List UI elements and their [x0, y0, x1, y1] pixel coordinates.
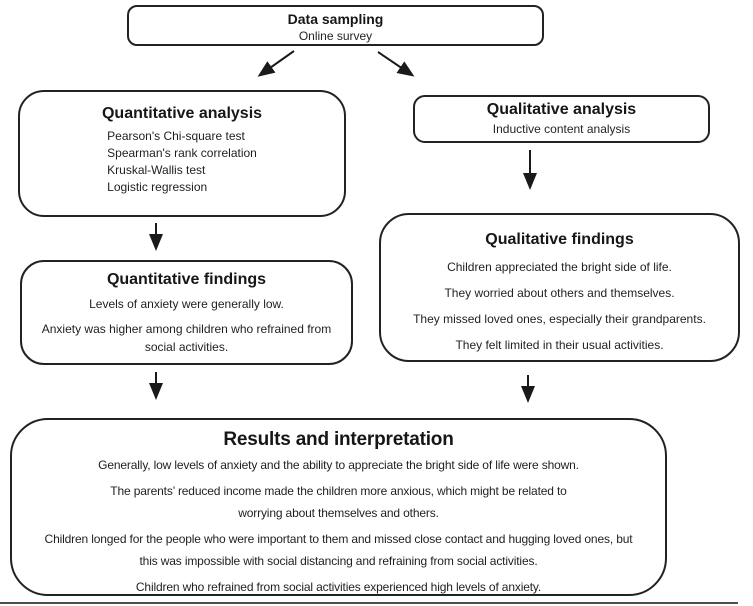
result-paragraph — [20, 480, 657, 524]
result-line: Generally, low levels of anxiety and the ability to appreciate the bright side of life were shown. — [98, 458, 579, 472]
finding-line: Levels of anxiety were generally low. — [89, 297, 284, 311]
data-sampling-box — [127, 5, 544, 46]
results-title: Results and interpretation — [223, 429, 454, 450]
finding-line: They worried about others and themselves. — [444, 286, 675, 300]
quantitative-findings-box — [20, 260, 353, 365]
bottom-edge-line — [0, 602, 738, 604]
finding-line: social activities. — [144, 340, 229, 354]
arrow-quantitative-findings-to-results — [148, 370, 164, 406]
method-item: Kruskal-Wallis test — [107, 163, 206, 177]
data-sampling-subtitle: Online survey — [298, 29, 373, 43]
quantitative-findings-title: Quantitative findings — [106, 271, 267, 288]
finding-line: They missed loved ones, especially their grandparents. — [413, 312, 706, 326]
method-item: Pearson's Chi-square test — [107, 129, 245, 143]
result-line: worrying about themselves and others. — [238, 506, 439, 520]
finding-line: They felt limited in their usual activities. — [455, 338, 664, 352]
finding-paragraph — [22, 320, 351, 356]
arrow-sampling-to-quantitative — [250, 46, 302, 82]
quantitative-method-list — [107, 128, 257, 196]
results-box — [10, 418, 667, 596]
quantitative-analysis-box — [18, 90, 346, 217]
arrow-sampling-to-qualitative — [370, 46, 422, 82]
quantitative-analysis-title: Quantitative analysis — [101, 105, 263, 122]
result-line: this was impossible with social distancing and refraining from social activities. — [139, 554, 538, 568]
result-line: Children longed for the people who were important to them and missed close contact and hugging loved ones, but — [44, 532, 633, 546]
qualitative-analysis-title: Qualitative analysis — [486, 101, 637, 118]
arrow-qualitative-analysis-to-findings — [522, 148, 538, 196]
result-line: The parents’ reduced income made the children more anxious, which might be related to — [110, 484, 567, 498]
result-paragraph — [20, 454, 657, 476]
finding-paragraph — [22, 295, 351, 313]
finding-line: Anxiety was higher among children who refrained from — [41, 322, 332, 336]
result-paragraph — [20, 528, 657, 572]
method-item: Logistic regression — [107, 180, 208, 194]
result-paragraph — [20, 576, 657, 598]
qualitative-analysis-subtitle: Inductive content analysis — [492, 122, 631, 136]
result-line: Children who refrained from social activities experienced high levels of anxiety. — [135, 580, 542, 594]
arrow-qualitative-findings-to-results — [520, 373, 536, 409]
method-item: Spearman's rank correlation — [107, 146, 257, 160]
qualitative-analysis-box — [413, 95, 710, 143]
qualitative-findings-box — [379, 213, 740, 362]
finding-line: Children appreciated the bright side of life. — [447, 260, 672, 274]
qualitative-findings-title: Qualitative findings — [485, 231, 634, 248]
data-sampling-title: Data sampling — [287, 11, 384, 27]
arrow-quantitative-analysis-to-findings — [148, 221, 164, 257]
